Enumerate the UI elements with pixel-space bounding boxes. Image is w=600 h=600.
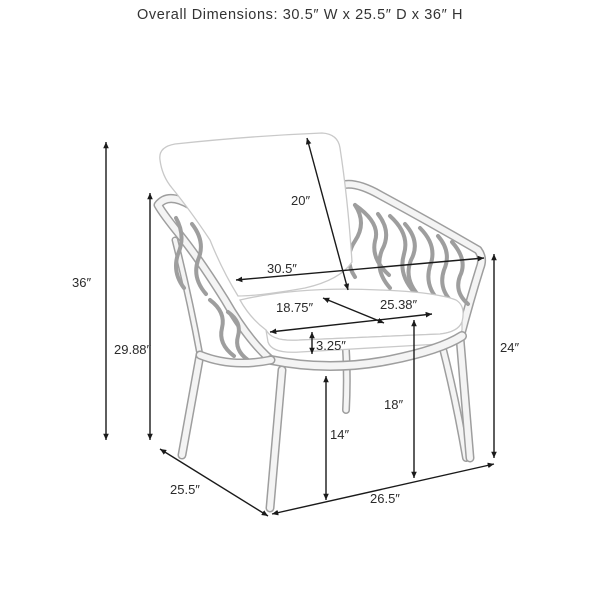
base-width-label: 26.5″ — [370, 491, 400, 506]
overall-height-label: 36″ — [72, 275, 92, 290]
under-seat-label: 14″ — [330, 427, 350, 442]
seat-width-label: 25.38″ — [380, 297, 418, 312]
outer-width-label: 30.5″ — [267, 261, 297, 276]
seat-height-label: 18″ — [384, 397, 404, 412]
chair-illustration — [158, 133, 482, 508]
cushion-thickness-label: 3.25″ — [316, 338, 346, 353]
back-cushion — [160, 133, 352, 296]
back-cushion-label: 20″ — [291, 193, 311, 208]
base-width-line — [272, 464, 494, 514]
depth-label: 25.5″ — [170, 482, 200, 497]
seat-depth-label: 18.75″ — [276, 300, 314, 315]
back-height-label: 29.88″ — [114, 342, 152, 357]
overall-dimensions-title: Overall Dimensions: 30.5″ W x 25.5″ D x 36″ H — [136, 7, 464, 23]
arm-height-label: 24″ — [500, 340, 520, 355]
